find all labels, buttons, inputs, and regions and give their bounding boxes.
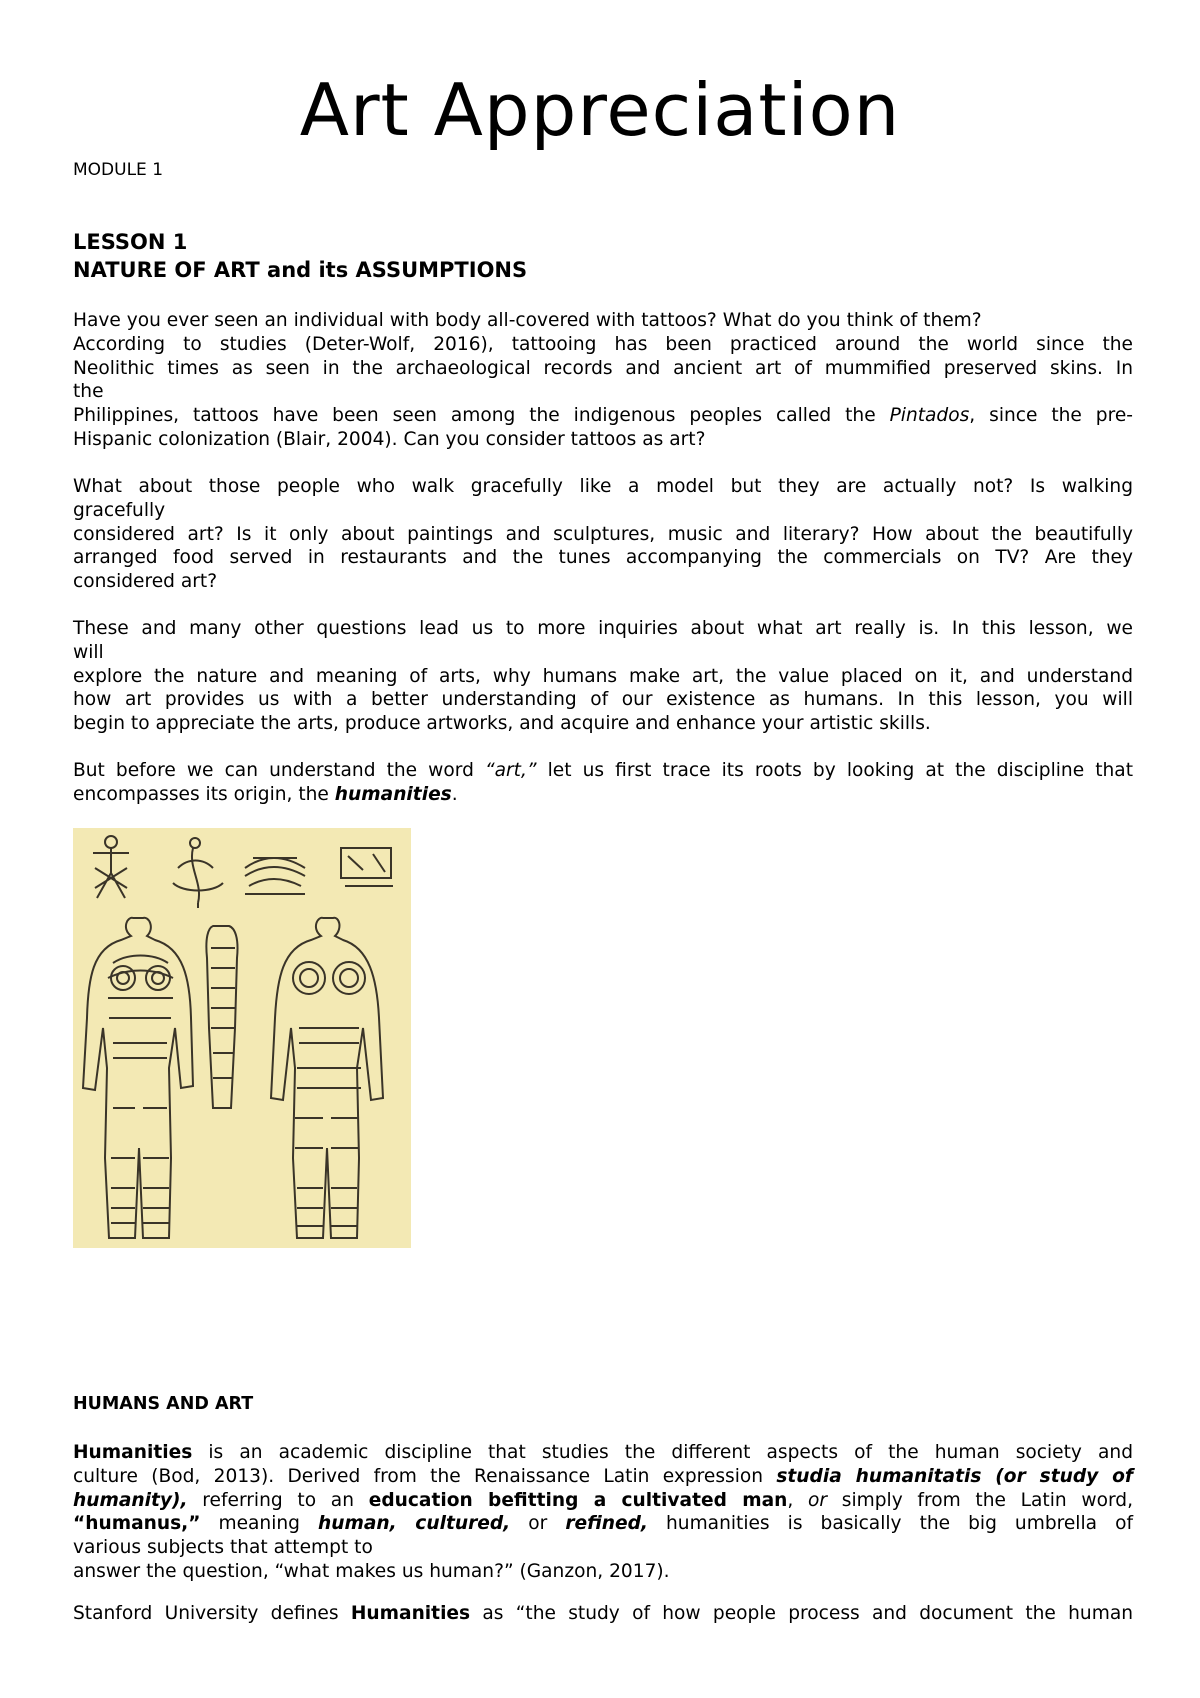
paragraph-tattoos <box>73 309 1133 452</box>
p1-line-4: the <box>73 381 104 403</box>
education-phrase: education befitting a cultivated man <box>368 1489 788 1511</box>
p5-line-1-text: is an academic discipline that studies the different aspects of the human society and <box>192 1442 1133 1463</box>
p4-line-1 <box>73 759 1133 783</box>
wave-band-motif <box>245 858 305 894</box>
p4-line-1-end: let us first trace its roots by looking at the discipline that <box>536 760 1133 781</box>
module-label: MODULE 1 <box>73 160 164 180</box>
refined-term: refined, <box>565 1513 648 1535</box>
p1-line-5-text: Philippines, tattoos have been seen among the indigenous peoples called the <box>73 405 890 427</box>
human-cultured-term: human, cultured, <box>318 1513 511 1535</box>
p1-line-2: According to studies (Deter-Wolf, 2016), tattooing has been practiced around the world since the <box>73 333 1133 355</box>
p4-line-2-text: encompasses its origin, the <box>73 783 335 805</box>
p5-line-4-end: humanities is basically the big umbrella of <box>647 1513 1133 1535</box>
p3-line-5: begin to appreciate the arts, produce artworks, and acquire and enhance your artistic skills. <box>73 713 931 735</box>
art-term: “art,” <box>484 760 537 781</box>
paragraph-walking <box>73 475 1133 594</box>
p5-line-2 <box>73 1465 1133 1489</box>
p5-line-3-end: simply from the Latin word, <box>827 1489 1133 1511</box>
p2-line-1: What about those people who walk gracefully like a model but they are actually not? Is walking <box>73 476 1133 497</box>
p2-line-4: arranged food served in restaurants and the tunes accompanying the commercials on TV? Are they <box>73 547 1133 569</box>
p2-line-5: considered art? <box>73 571 218 593</box>
arm-figure <box>206 926 237 1108</box>
lesson-heading <box>73 228 527 284</box>
pintados-tattoo-illustration <box>73 828 411 1248</box>
p3-line-2: will <box>73 641 104 663</box>
p6-line-1-text: Stanford University defines <box>73 1603 351 1624</box>
front-body-figure <box>83 918 193 1238</box>
p5-line-2-text: culture (Bod, 2013). Derived from the Renaissance Latin expression <box>73 1465 777 1487</box>
humanus-term: “humanus,” <box>73 1513 201 1535</box>
paragraph-stanford <box>73 1602 1133 1626</box>
paragraph-inquiries <box>73 617 1133 736</box>
p5-line-6: answer the question, “what makes us human?” (Ganzon, 2017). <box>73 1560 670 1582</box>
p3-line-3: explore the nature and meaning of arts, why humans make art, the value placed on it, and understand <box>73 665 1133 687</box>
paragraph-humanities-definition <box>73 1441 1133 1584</box>
p5-line-1 <box>73 1441 1133 1465</box>
p5-line-4 <box>73 1512 1133 1536</box>
p4-line-2 <box>73 783 1133 807</box>
p2-line-2: gracefully <box>73 499 166 521</box>
p4-line-2-end: . <box>451 783 458 805</box>
p3-line-4: how art provides us with a better understanding of our existence as humans. In this lesson, you will <box>73 689 1133 711</box>
section-heading-humans-and-art: HUMANS AND ART <box>73 1394 254 1414</box>
p4-line-1-text: But before we can understand the word <box>73 760 485 781</box>
lesson-number: LESSON 1 <box>73 230 188 254</box>
stick-figure-motif <box>93 836 129 898</box>
p5-or: or <box>510 1513 566 1535</box>
p1-line-5-end: , since the pre- <box>969 405 1133 427</box>
document-title: Art Appreciation <box>299 68 901 152</box>
p5-meaning: meaning <box>200 1513 319 1535</box>
or-word: or <box>808 1489 828 1511</box>
humanities-term: humanities <box>334 783 452 805</box>
p5-line-5: various subjects that attempt to <box>73 1537 373 1559</box>
p2-line-3: considered art? Is it only about paintings and sculptures, music and literary? How about the beautifully <box>73 523 1133 545</box>
paragraph-art-roots <box>73 759 1133 807</box>
humanities-bold: Humanities <box>73 1442 193 1463</box>
animal-motif <box>341 848 393 886</box>
p1-line-1: Have you ever seen an individual with body all-covered with tattoos? What do you think of them? <box>73 310 982 331</box>
p5-line-3-text: referring to an <box>187 1489 369 1511</box>
p5-line-3 <box>73 1489 1133 1513</box>
pintados-term: Pintados <box>889 405 970 427</box>
p1-line-5 <box>73 404 1133 428</box>
p6-line-1-end: as “the study of how people process and document the human <box>470 1603 1133 1624</box>
humanity-term: humanity), <box>73 1489 188 1511</box>
lizard-motif <box>173 838 223 908</box>
lesson-title: NATURE OF ART and its ASSUMPTIONS <box>73 258 528 282</box>
humanities-bold-2: Humanities <box>350 1603 471 1624</box>
p1-line-3: Neolithic times as seen in the archaeological records and ancient art of mummified preserved skins. In <box>73 357 1133 379</box>
studia-humanitatis-term: studia humanitatis (or study of <box>776 1465 1133 1487</box>
p6-line-1 <box>73 1602 1133 1626</box>
back-body-figure <box>271 918 383 1238</box>
tattoo-figure-drawing <box>73 828 411 1248</box>
p1-line-6: Hispanic colonization (Blair, 2004). Can you consider tattoos as art? <box>73 428 706 450</box>
p5-comma: , <box>787 1489 808 1511</box>
p3-line-1: These and many other questions lead us to more inquiries about what art really is. In this lesson, we <box>73 618 1133 639</box>
